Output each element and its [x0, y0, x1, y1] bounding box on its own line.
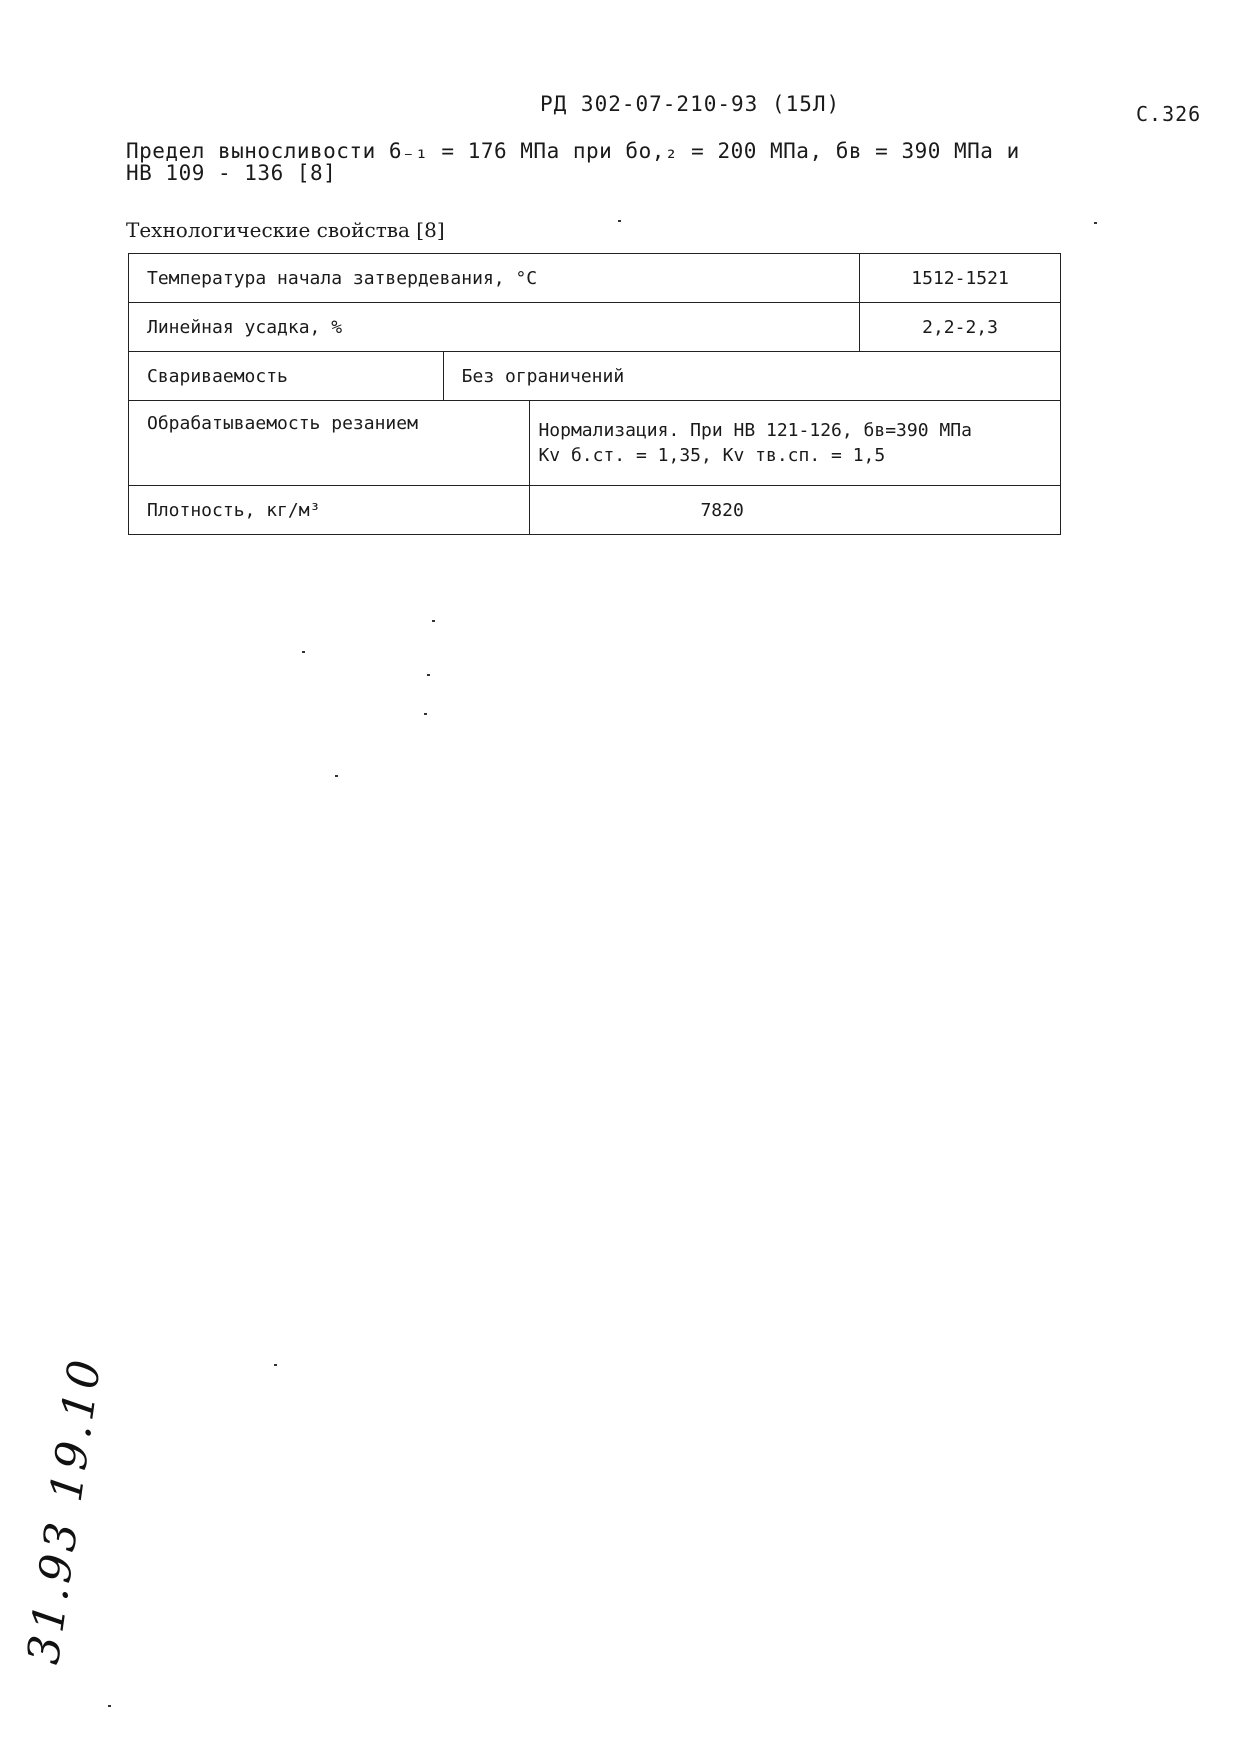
row-value [530, 401, 1061, 486]
row-value-line-1: Нормализация. При НВ 121-126, бв=390 МПа [538, 420, 972, 441]
row-label: Плотность, кг/м³ [129, 486, 530, 535]
row-value: 1512-1521 [860, 254, 1061, 303]
table-row [129, 254, 1061, 303]
scan-speck [618, 220, 621, 222]
page-number: С.326 [1136, 102, 1202, 126]
scan-speck [1094, 222, 1097, 224]
endurance-paragraph [126, 140, 1020, 184]
scan-speck [424, 713, 427, 715]
table-row [129, 486, 1061, 535]
endurance-line-2: НВ 109 - 136 [8] [126, 161, 337, 185]
row-value-line-2: Kv б.ст. = 1,35, Kv тв.сп. = 1,5 [538, 445, 886, 466]
scan-speck [274, 1364, 277, 1366]
scan-speck [427, 674, 430, 676]
row-label: Свариваемость [129, 352, 444, 401]
handwritten-margin-note: 31.93 19.10 [18, 1353, 112, 1668]
table-row [129, 401, 1061, 486]
row-label: Линейная усадка, % [129, 303, 860, 352]
row-label: Температура начала затвердевания, °С [129, 254, 860, 303]
section-title: Технологические свойства [8] [126, 218, 445, 242]
row-value: 7820 [530, 486, 1061, 535]
endurance-line-1: Предел выносливости 6₋₁ = 176 МПа при бо,₂ = 200 МПа, бв = 390 МПа и [126, 139, 1020, 163]
doc-code: РД 302-07-210-93 (15Л) [540, 92, 841, 116]
table-row [129, 303, 1061, 352]
properties-table [128, 253, 1061, 535]
scan-speck [108, 1705, 111, 1707]
row-value: 2,2-2,3 [860, 303, 1061, 352]
table-row [129, 352, 1061, 401]
scan-speck [335, 775, 338, 777]
scan-speck [432, 620, 435, 622]
scan-speck [302, 651, 305, 653]
row-value: Без ограничений [443, 352, 1060, 401]
row-label: Обрабатываемость резанием [129, 401, 530, 486]
